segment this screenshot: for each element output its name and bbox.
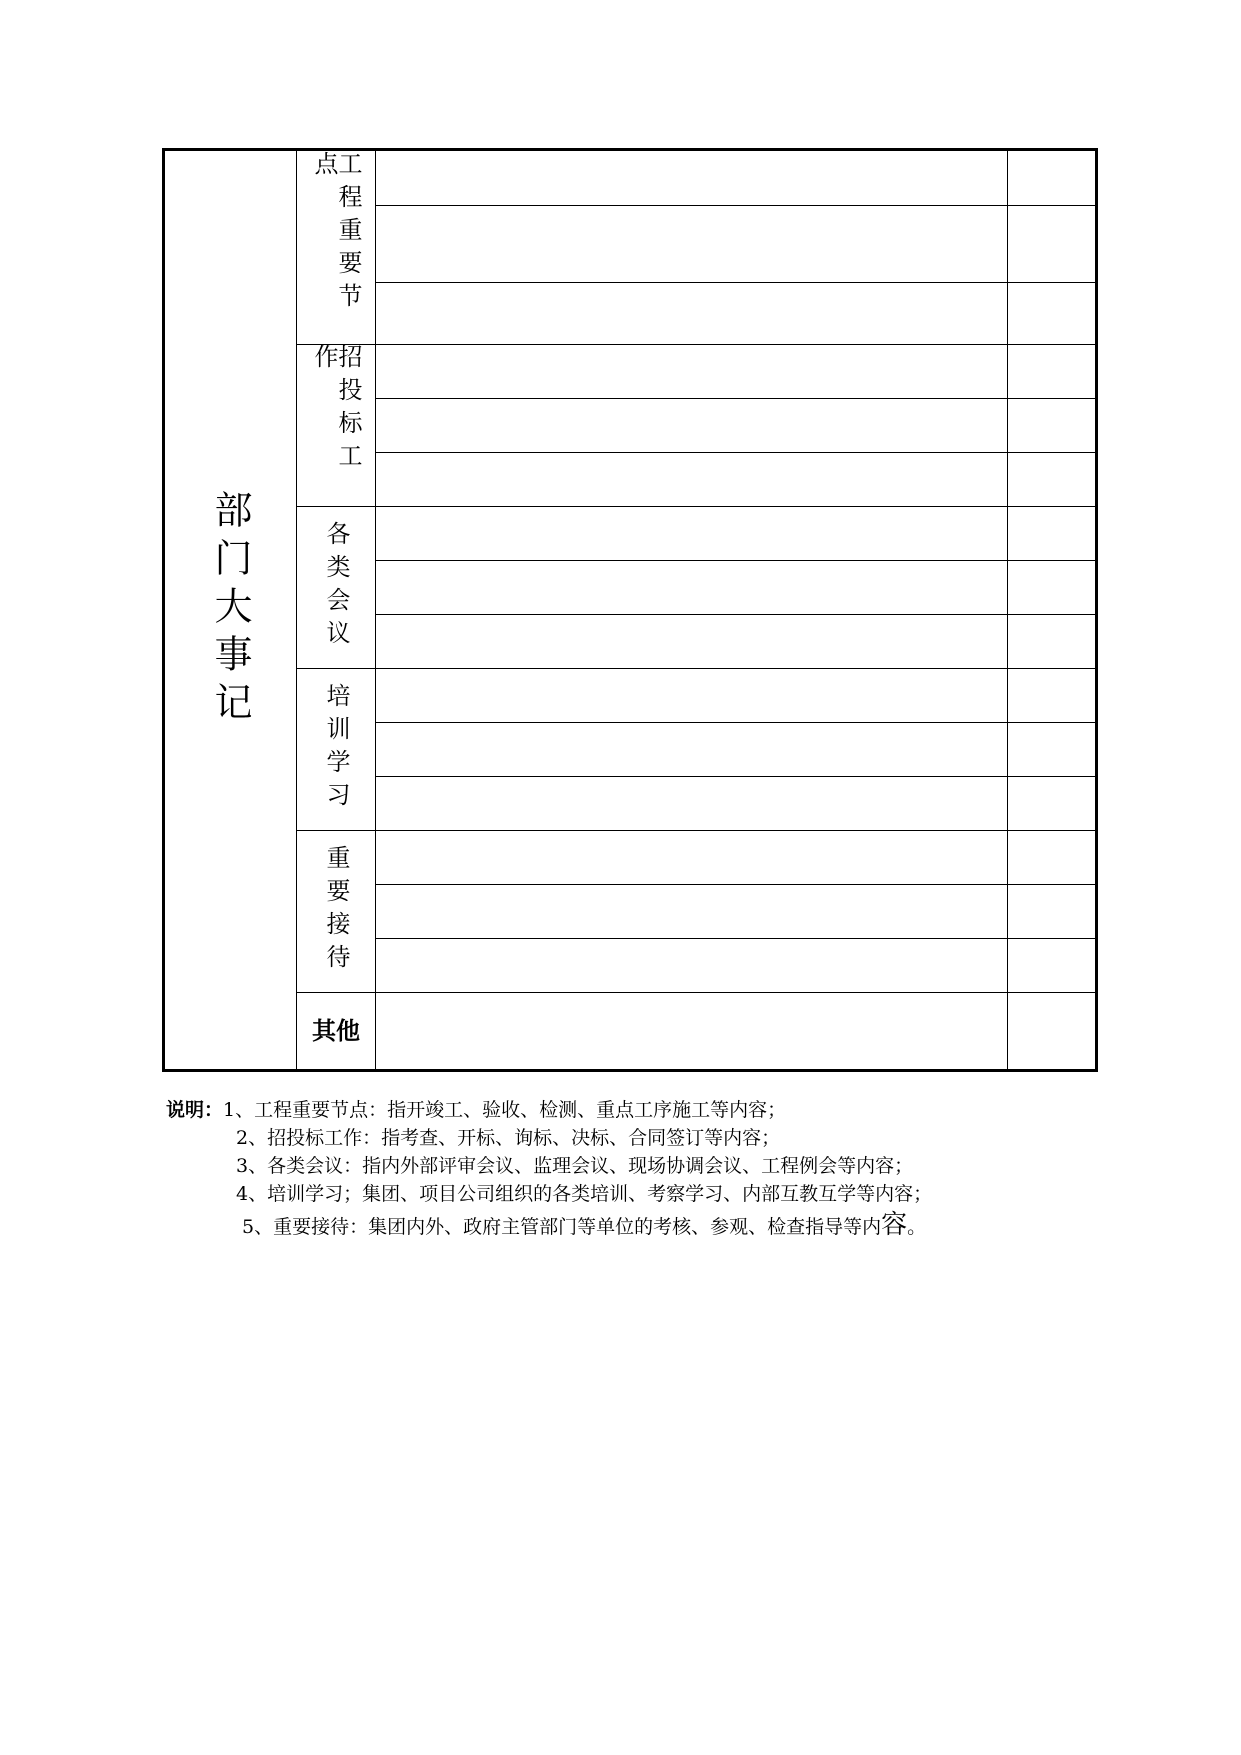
row-divider	[375, 938, 1095, 939]
category-label: 重要接待	[322, 845, 350, 977]
notes-title: 说明：	[166, 1099, 224, 1121]
category-label: 各类会议	[322, 521, 350, 653]
category-label: 工程重要节点	[310, 151, 362, 316]
note-text-large: 容	[881, 1210, 908, 1240]
category-label: 其他	[312, 1016, 360, 1045]
note-text-end: 。	[907, 1216, 927, 1238]
row-divider	[296, 344, 1095, 345]
note-text: 5、重要接待：集团内外、政府主管部门等单位的考核、参观、检查指导等内	[242, 1216, 882, 1238]
row-divider	[375, 205, 1095, 206]
note-text: 1、工程重要节点：指开竣工、验收、检测、重点工序施工等内容；	[223, 1099, 787, 1121]
category-label: 培训学习	[322, 683, 350, 815]
row-divider	[375, 398, 1095, 399]
note-line: 2、招投标工作：指考查、开标、询标、决标、合同签订等内容；	[236, 1127, 781, 1149]
note-line	[166, 1211, 1086, 1241]
note-line: 4、培训学习；集团、项目公司组织的各类培训、考察学习、内部互教互学等内容；	[236, 1183, 933, 1205]
main-label: 部门大事记	[208, 490, 252, 730]
row-divider	[375, 722, 1095, 723]
row-divider	[375, 452, 1095, 453]
category-label: 招投标工作	[310, 344, 362, 476]
notes	[166, 1096, 1086, 1241]
row-divider	[375, 282, 1095, 283]
events-table	[162, 148, 1098, 1072]
row-divider	[296, 830, 1095, 831]
table-divider	[1007, 151, 1008, 1069]
row-divider	[375, 614, 1095, 615]
note-line: 3、各类会议：指内外部评审会议、监理会议、现场协调会议、工程例会等内容；	[236, 1155, 914, 1177]
row-divider	[296, 506, 1095, 507]
row-divider	[296, 668, 1095, 669]
note-line	[166, 1096, 1086, 1124]
table-divider	[375, 151, 376, 1069]
row-divider	[375, 560, 1095, 561]
row-divider	[375, 776, 1095, 777]
row-divider	[375, 884, 1095, 885]
row-divider	[296, 992, 1095, 993]
